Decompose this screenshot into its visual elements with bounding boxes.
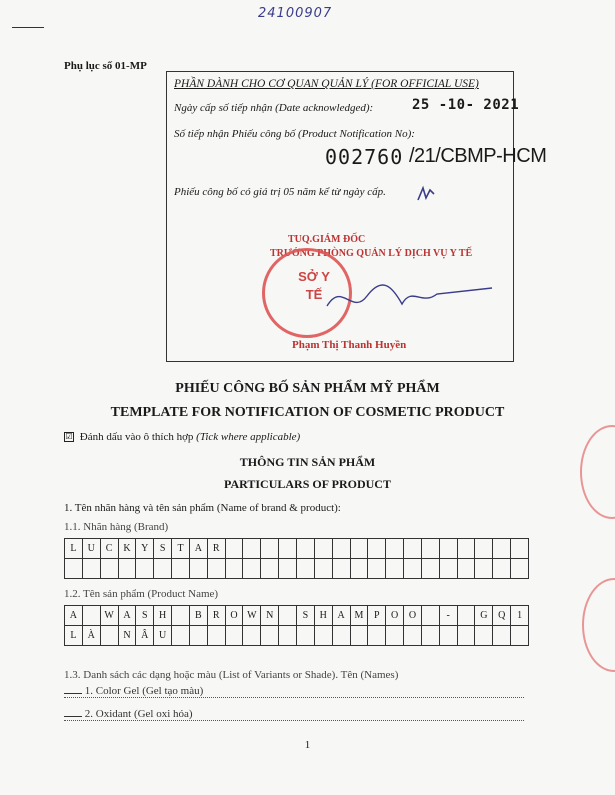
brand-letter-cell <box>190 559 208 579</box>
brand-letter-cell <box>65 559 83 579</box>
product-letter-cell <box>458 626 476 646</box>
product-letter-cell: P <box>368 606 386 626</box>
brand-letter-cell <box>261 539 279 559</box>
product-letter-cell <box>440 626 458 646</box>
product-letter-cell <box>243 626 261 646</box>
initials-signature <box>416 184 438 204</box>
variant-2-label: 2. Oxidant (Gel oxi hóa) <box>84 708 193 720</box>
product-letter-cell <box>422 606 440 626</box>
form-title-vi: PHIẾU CÔNG BỐ SẢN PHẨM MỸ PHẨM <box>175 381 440 396</box>
edge-stamp-bottom <box>582 578 615 672</box>
question-1-3: 1.3. Danh sách các dạng hoặc màu (List of Variants or Shade). Tên (Names) <box>64 669 399 681</box>
product-letter-cell <box>172 626 190 646</box>
product-letter-cell: B <box>190 606 208 626</box>
brand-letter-cell <box>243 539 261 559</box>
brand-letter-cell <box>315 539 333 559</box>
product-letter-cell <box>368 626 386 646</box>
brand-letter-cell: S <box>154 539 172 559</box>
brand-letter-cell <box>493 559 511 579</box>
page-number: 1 <box>304 739 311 751</box>
product-letter-cell: M <box>351 606 369 626</box>
brand-letter-cell: T <box>172 539 190 559</box>
product-letter-cell <box>83 606 101 626</box>
product-letter-cell <box>333 626 351 646</box>
brand-letter-cell <box>279 559 297 579</box>
brand-letter-cell <box>83 559 101 579</box>
product-letter-cell: R <box>208 606 226 626</box>
question-1-2: 1.2. Tên sản phẩm (Product Name) <box>64 588 219 600</box>
brand-letter-cell <box>440 539 458 559</box>
brand-letter-cell: K <box>119 539 137 559</box>
product-letter-cell: Q <box>493 606 511 626</box>
director-subtitle: TRƯỞNG PHÒNG QUẢN LÝ DỊCH VỤ Y TẾ <box>270 248 473 259</box>
brand-letter-cell <box>404 539 422 559</box>
product-letter-cell: - <box>440 606 458 626</box>
product-letter-cell <box>279 626 297 646</box>
product-letter-cell: W <box>243 606 261 626</box>
product-letter-cell <box>404 626 422 646</box>
product-letter-cell: 1 <box>511 606 529 626</box>
brand-letter-cell <box>333 539 351 559</box>
product-letter-cell <box>351 626 369 646</box>
product-letter-cell: A <box>119 606 137 626</box>
product-letter-cell <box>208 626 226 646</box>
brand-letter-cell <box>422 539 440 559</box>
brand-letter-cell <box>136 559 154 579</box>
brand-letter-cell <box>101 559 119 579</box>
product-letter-cell <box>226 626 244 646</box>
product-letter-cell <box>422 626 440 646</box>
handwritten-code: 24100907 <box>258 6 333 21</box>
product-letter-cell: W <box>101 606 119 626</box>
product-letter-cell: A <box>65 606 83 626</box>
date-value: 25 -10- 2021 <box>412 97 520 113</box>
product-letter-cell: A <box>333 606 351 626</box>
brand-letter-cell: R <box>208 539 226 559</box>
brand-letter-cell <box>386 539 404 559</box>
product-letter-cell: S <box>297 606 315 626</box>
product-letter-cell: N <box>261 606 279 626</box>
brand-letter-cell <box>351 539 369 559</box>
brand-letter-cell <box>261 559 279 579</box>
brand-letter-cell: A <box>190 539 208 559</box>
product-letter-cell <box>315 626 333 646</box>
signer-name: Phạm Thị Thanh Huyền <box>292 339 407 351</box>
product-letter-cell <box>172 606 190 626</box>
appendix-label: Phụ lục số 01-MP <box>64 60 147 72</box>
brand-letter-cell: Y <box>136 539 154 559</box>
brand-letter-cell <box>315 559 333 579</box>
product-letter-cell: H <box>154 606 172 626</box>
product-letter-cell: U <box>154 626 172 646</box>
brand-letter-cell <box>333 559 351 579</box>
variant-1 <box>64 685 524 698</box>
director-signature <box>322 276 502 326</box>
brand-letter-cell <box>226 559 244 579</box>
brand-letter-cell <box>458 559 476 579</box>
product-letter-cell <box>475 626 493 646</box>
brand-letter-cell: C <box>101 539 119 559</box>
product-letter-cell <box>101 626 119 646</box>
product-letter-cell <box>279 606 297 626</box>
brand-letter-cell <box>154 559 172 579</box>
section-title-en: PARTICULARS OF PRODUCT <box>224 477 391 491</box>
product-letter-cell <box>511 626 529 646</box>
brand-letter-cell <box>279 539 297 559</box>
product-letter-cell <box>190 626 208 646</box>
brand-letter-cell: L <box>65 539 83 559</box>
validity-note: Phiếu công bố có giá trị 05 năm kể từ ngày cấp. <box>174 186 386 198</box>
brand-letter-cell <box>475 539 493 559</box>
brand-letter-cell <box>351 559 369 579</box>
brand-letter-cell <box>226 539 244 559</box>
product-letter-cell: O <box>386 606 404 626</box>
notification-suffix: /21/CBMP-HCM <box>409 145 547 167</box>
product-letter-cell: À <box>83 626 101 646</box>
product-letter-cell: G <box>475 606 493 626</box>
brand-grid <box>64 538 529 579</box>
director-title: TUQ.GIÁM ĐỐC <box>288 234 366 245</box>
brand-letter-cell <box>511 539 529 559</box>
variant-1-label: 1. Color Gel (Gel tạo màu) <box>84 685 204 697</box>
brand-letter-cell <box>297 559 315 579</box>
question-1-1: 1.1. Nhãn hàng (Brand) <box>64 521 169 533</box>
product-letter-cell: S <box>136 606 154 626</box>
brand-letter-cell <box>458 539 476 559</box>
product-letter-cell: O <box>226 606 244 626</box>
brand-letter-cell <box>297 539 315 559</box>
product-letter-cell: Â <box>136 626 154 646</box>
stamp-text: SỞ Y TẾ <box>298 269 330 302</box>
brand-letter-cell <box>386 559 404 579</box>
edge-stamp-top <box>580 425 615 519</box>
variant-2-blank <box>64 716 82 717</box>
variant-2 <box>64 708 524 721</box>
brand-letter-cell <box>493 539 511 559</box>
product-letter-cell <box>386 626 404 646</box>
brand-letter-cell: U <box>83 539 101 559</box>
brand-letter-cell <box>243 559 261 579</box>
variant-1-blank <box>64 693 82 694</box>
product-name-grid <box>64 605 529 646</box>
question-1: 1. Tên nhãn hàng và tên sản phẩm (Name of brand & product): <box>64 502 341 514</box>
tick-note <box>64 431 300 443</box>
brand-letter-cell <box>404 559 422 579</box>
official-use-title: PHẦN DÀNH CHO CƠ QUAN QUẢN LÝ (FOR OFFICIAL USE) <box>174 78 479 90</box>
brand-letter-cell <box>208 559 226 579</box>
brand-letter-cell <box>172 559 190 579</box>
brand-letter-cell <box>422 559 440 579</box>
product-letter-cell <box>493 626 511 646</box>
product-letter-cell: N <box>119 626 137 646</box>
brand-letter-cell <box>511 559 529 579</box>
form-title-en: TEMPLATE FOR NOTIFICATION OF COSMETIC PRODUCT <box>110 405 505 420</box>
product-letter-cell <box>297 626 315 646</box>
date-label: Ngày cấp số tiếp nhận (Date acknowledged): <box>174 102 374 114</box>
product-letter-cell <box>458 606 476 626</box>
brand-letter-cell <box>440 559 458 579</box>
product-letter-cell: L <box>65 626 83 646</box>
dash-mark <box>12 27 44 28</box>
notification-label: Số tiếp nhận Phiếu công bố (Product Notification No): <box>174 128 415 140</box>
brand-letter-cell <box>475 559 493 579</box>
section-title-vi: THÔNG TIN SẢN PHẨM <box>239 455 376 469</box>
brand-letter-cell <box>368 539 386 559</box>
brand-letter-cell <box>368 559 386 579</box>
tick-note-vi: Đánh dấu vào ô thích hợp <box>79 431 194 443</box>
brand-letter-cell <box>119 559 137 579</box>
tick-note-en: (Tick where applicable) <box>196 431 301 443</box>
notification-number: 002760 <box>325 145 404 169</box>
product-letter-cell: O <box>404 606 422 626</box>
product-letter-cell <box>261 626 279 646</box>
product-letter-cell: H <box>315 606 333 626</box>
checkbox-icon: ☑ <box>65 432 73 442</box>
